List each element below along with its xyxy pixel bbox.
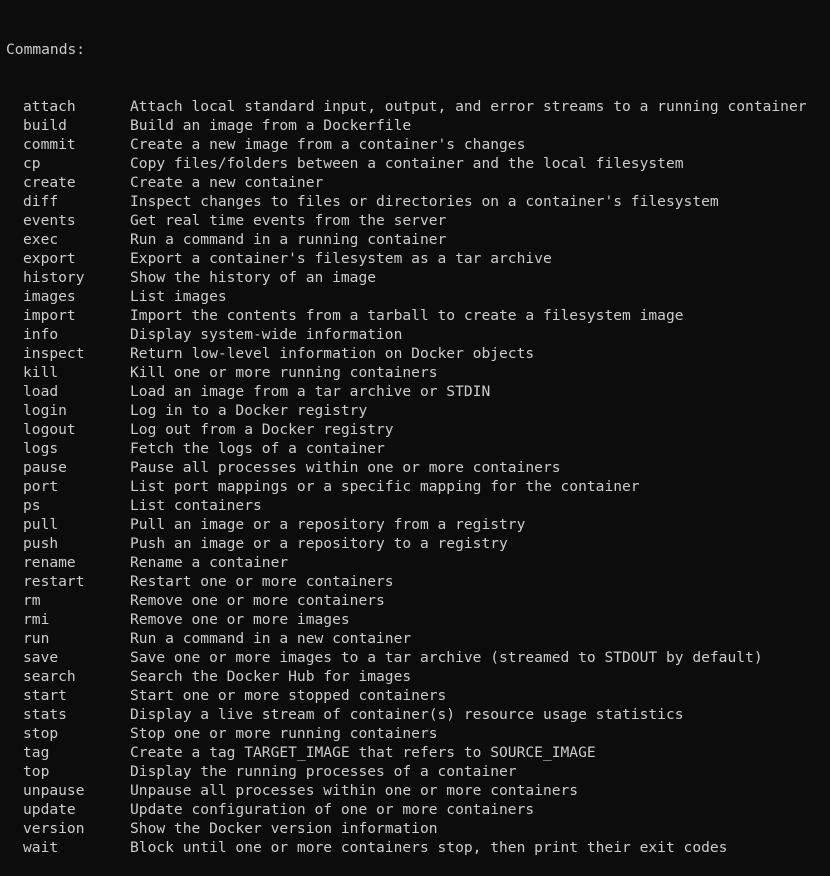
command-row [6,211,830,230]
command-description: Copy files/folders between a container and the local filesystem [130,155,684,172]
command-name: stats [23,706,67,723]
command-description: List images [130,288,227,305]
command-row [6,743,830,762]
command-row [6,287,830,306]
command-description: Create a new container [130,174,324,191]
command-name: attach [23,98,76,115]
command-description: Display the running processes of a container [130,763,517,780]
command-description: Remove one or more containers [130,592,385,609]
command-name: stop [23,725,59,742]
command-description: Inspect changes to files or directories on a container's filesystem [130,193,719,210]
command-name: ps [23,497,41,514]
command-description: Rename a container [130,554,289,571]
command-row [6,135,830,154]
commands-heading: Commands: [6,41,86,58]
command-row [6,363,830,382]
command-row [6,192,830,211]
command-description: Show the Docker version information [130,820,438,837]
command-description: Create a new image from a container's changes [130,136,526,153]
command-row [6,496,830,515]
command-description: Display system-wide information [130,326,403,343]
command-description: Show the history of an image [130,269,377,286]
command-row [6,667,830,686]
command-name: pull [23,516,59,533]
command-row [6,534,830,553]
command-description: Pause all processes within one or more containers [130,459,561,476]
command-name: cp [23,155,41,172]
command-row [6,629,830,648]
command-name: login [23,402,67,419]
command-row [6,230,830,249]
command-row [6,439,830,458]
command-description: Load an image from a tar archive or STDIN [130,383,491,400]
command-name: kill [23,364,59,381]
command-description: Log out from a Docker registry [130,421,394,438]
command-row [6,268,830,287]
command-description: Save one or more images to a tar archive (streamed to STDOUT by default) [130,649,763,666]
command-description: Pull an image or a repository from a registry [130,516,526,533]
command-name: start [23,687,67,704]
command-name: port [23,478,59,495]
command-name: rename [23,554,76,571]
command-row [6,800,830,819]
command-description: Fetch the logs of a container [130,440,385,457]
command-name: load [23,383,59,400]
command-row [6,591,830,610]
command-row [6,249,830,268]
command-name: logout [23,421,76,438]
command-description: Unpause all processes within one or more containers [130,782,579,799]
command-row [6,306,830,325]
command-row [6,762,830,781]
command-name: pause [23,459,67,476]
command-description: Kill one or more running containers [130,364,438,381]
command-name: events [23,212,76,229]
command-row [6,724,830,743]
command-description: Import the contents from a tarball to create a filesystem image [130,307,684,324]
command-name: export [23,250,76,267]
command-description: Search the Docker Hub for images [130,668,412,685]
command-name: restart [23,573,85,590]
command-row [6,648,830,667]
command-description: Display a live stream of container(s) resource usage statistics [130,706,684,723]
command-description: Start one or more stopped containers [130,687,447,704]
command-name: top [23,763,50,780]
command-name: version [23,820,85,837]
command-description: Block until one or more containers stop, then print their exit codes [130,839,728,856]
command-description: Run a command in a new container [130,630,412,647]
command-name: wait [23,839,59,856]
command-name: diff [23,193,59,210]
command-name: create [23,174,76,191]
command-name: rm [23,592,41,609]
command-name: import [23,307,76,324]
command-name: unpause [23,782,85,799]
command-description: Build an image from a Dockerfile [130,117,412,134]
command-row [6,344,830,363]
command-name: run [23,630,50,647]
command-name: images [23,288,76,305]
command-description: Run a command in a running container [130,231,447,248]
command-name: info [23,326,59,343]
command-name: logs [23,440,59,457]
command-description: Export a container's filesystem as a tar archive [130,250,552,267]
command-description: List port mappings or a specific mapping for the container [130,478,640,495]
command-description: Restart one or more containers [130,573,394,590]
command-row [6,781,830,800]
command-description: Create a tag TARGET_IMAGE that refers to SOURCE_IMAGE [130,744,596,761]
command-name: build [23,117,67,134]
command-row [6,610,830,629]
command-description: Return low-level information on Docker objects [130,345,535,362]
command-row [6,819,830,838]
command-row [6,553,830,572]
command-row [6,420,830,439]
command-description: Get real time events from the server [130,212,447,229]
command-row [6,325,830,344]
command-name: save [23,649,59,666]
command-name: search [23,668,76,685]
command-row [6,572,830,591]
command-row [6,173,830,192]
command-description: Push an image or a repository to a registry [130,535,508,552]
command-row [6,97,830,116]
command-name: rmi [23,611,50,628]
command-name: commit [23,136,76,153]
command-name: history [23,269,85,286]
command-row [6,705,830,724]
command-row [6,686,830,705]
command-name: update [23,801,76,818]
command-row [6,458,830,477]
command-row [6,401,830,420]
command-description: List containers [130,497,262,514]
command-name: push [23,535,59,552]
command-name: tag [23,744,50,761]
command-list [6,97,830,857]
command-name: inspect [23,345,85,362]
command-row [6,116,830,135]
command-description: Log in to a Docker registry [130,402,368,419]
command-description: Attach local standard input, output, and error streams to a running container [130,98,807,115]
command-row [6,477,830,496]
command-row [6,382,830,401]
command-description: Stop one or more running containers [130,725,438,742]
command-row [6,154,830,173]
command-row [6,515,830,534]
command-description: Remove one or more images [130,611,350,628]
command-description: Update configuration of one or more containers [130,801,535,818]
command-name: exec [23,231,59,248]
command-row [6,838,830,857]
